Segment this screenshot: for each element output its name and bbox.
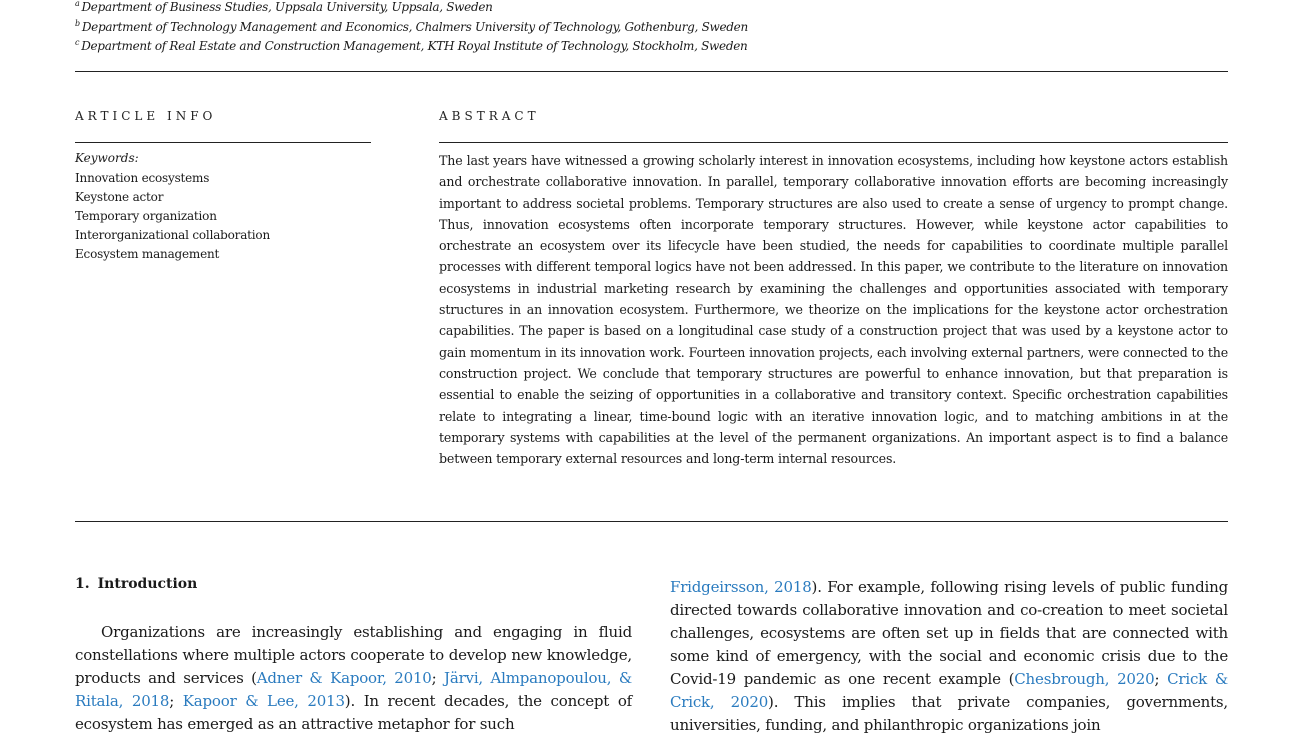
header-rule	[75, 71, 1228, 72]
keyword: Interorganizational collaboration	[75, 228, 270, 242]
affiliation-text: Department of Technology Management and Economics, Chalmers University of Technology, Gothenburg, Sweden	[81, 20, 748, 34]
body-text: ;	[169, 692, 183, 710]
citation-link[interactable]: Adner & Kapoor, 2010	[256, 669, 432, 687]
section-title: Introduction	[97, 576, 198, 592]
affiliation-mark: b	[75, 19, 80, 28]
abstract-text: The last years have witnessed a growing scholarly interest in innovation ecosystems, including how keystone actors establish and orchestrate collaborative innovation. In parallel, temporary collaborative innovation efforts are becoming increasingly important to address societal problems. Temporary structures are also used to create a sense of urgency to prompt change. Thus, innovation ecosystems often incorporate temporary structures. However, while keystone actor capabilities to orchestrate an ecosystem over its lifecycle have been studied, the needs for capabilities to coordinate multiple parallel processes with different temporal logics have not been addressed. In this paper, we contribute to the literature on innovation ecosystems in industrial marketing research by examining the challenges and opportunities associated with temporary structures in an innovation ecosystem. Furthermore, we theorize on the implications for the keystone actor orchestration capabilities. The paper is based on a longitudinal case study of a construction project that was used by a keystone actor to gain momentum in its innovation work. Fourteen innovation projects, each involving external partners, were connected to the construction project. We conclude that temporary structures are powerful to enhance innovation, but that preparation is essential to enable the seizing of opportunities in a collaborative and transitory context. Specific orchestration capabilities relate to integrating a linear, time-bound logic with an iterative innovation logic, and to matching ambitions in at the temporary systems with capabilities at the level of the permanent organizations. An important aspect is to find a balance between temporary external resources and long-term internal resources.	[439, 153, 1228, 467]
citation-link[interactable]: Kapoor & Lee, 2013	[182, 692, 345, 710]
affiliation-mark: a	[75, 0, 80, 8]
article-info-rule	[75, 142, 371, 143]
keywords-list	[75, 169, 270, 264]
keyword: Innovation ecosystems	[75, 171, 210, 185]
abstract-heading: ABSTRACT	[439, 109, 540, 123]
affiliation-b	[75, 17, 748, 34]
body-text: ). In recent decades, the concept of ecosystem has emerged as an attractive metaphor for such	[75, 692, 632, 733]
citation-link[interactable]: Järvi, Almpanopoulou, & Ritala, 2018	[75, 669, 632, 710]
body-text: ). This implies that private companies, governments, universities, funding, and philanthropic organizations join	[670, 693, 1228, 734]
article-info-heading: ARTICLE INFO	[75, 109, 217, 123]
section-number: 1.	[75, 576, 90, 592]
affiliation-text: Department of Business Studies, Uppsala University, Uppsala, Sweden	[81, 0, 493, 14]
citation-link[interactable]: Crick & Crick, 2020	[670, 670, 1229, 711]
intro-paragraph-left	[75, 621, 632, 736]
keywords-label: Keywords:	[75, 151, 139, 165]
abstract-rule	[439, 142, 1228, 143]
keyword: Temporary organization	[75, 209, 217, 223]
body-text: ;	[431, 669, 445, 687]
affiliation-a	[75, 0, 493, 14]
intro-paragraph-right	[670, 576, 1228, 737]
body-text: Organizations are increasingly establishing and engaging in fluid constellations where multiple actors cooperate to develop new knowledge, products and services (	[75, 623, 632, 687]
affiliation-text: Department of Real Estate and Construction Management, KTH Royal Institute of Technology, Stockholm, Sweden	[81, 39, 748, 53]
keyword: Keystone actor	[75, 190, 164, 204]
citation-link[interactable]: Fridgeirsson, 2018	[670, 578, 812, 596]
body-text: ). For example, following rising levels of public funding directed towards collaborative innovation and co-creation to meet societal challenges, ecosystems are often set up in fields that are connected with some kind of emergency, with the social and economic crisis due to the Covid-19 pandemic as one recent example (	[670, 578, 1228, 688]
abstract-bottom-rule	[75, 521, 1228, 522]
citation-link[interactable]: Chesbrough, 2020	[1014, 670, 1155, 688]
affiliation-c	[75, 36, 747, 53]
keyword: Ecosystem management	[75, 247, 220, 261]
section-heading-introduction	[75, 576, 197, 592]
body-text: ;	[1154, 670, 1168, 688]
affiliation-mark: c	[75, 38, 80, 47]
